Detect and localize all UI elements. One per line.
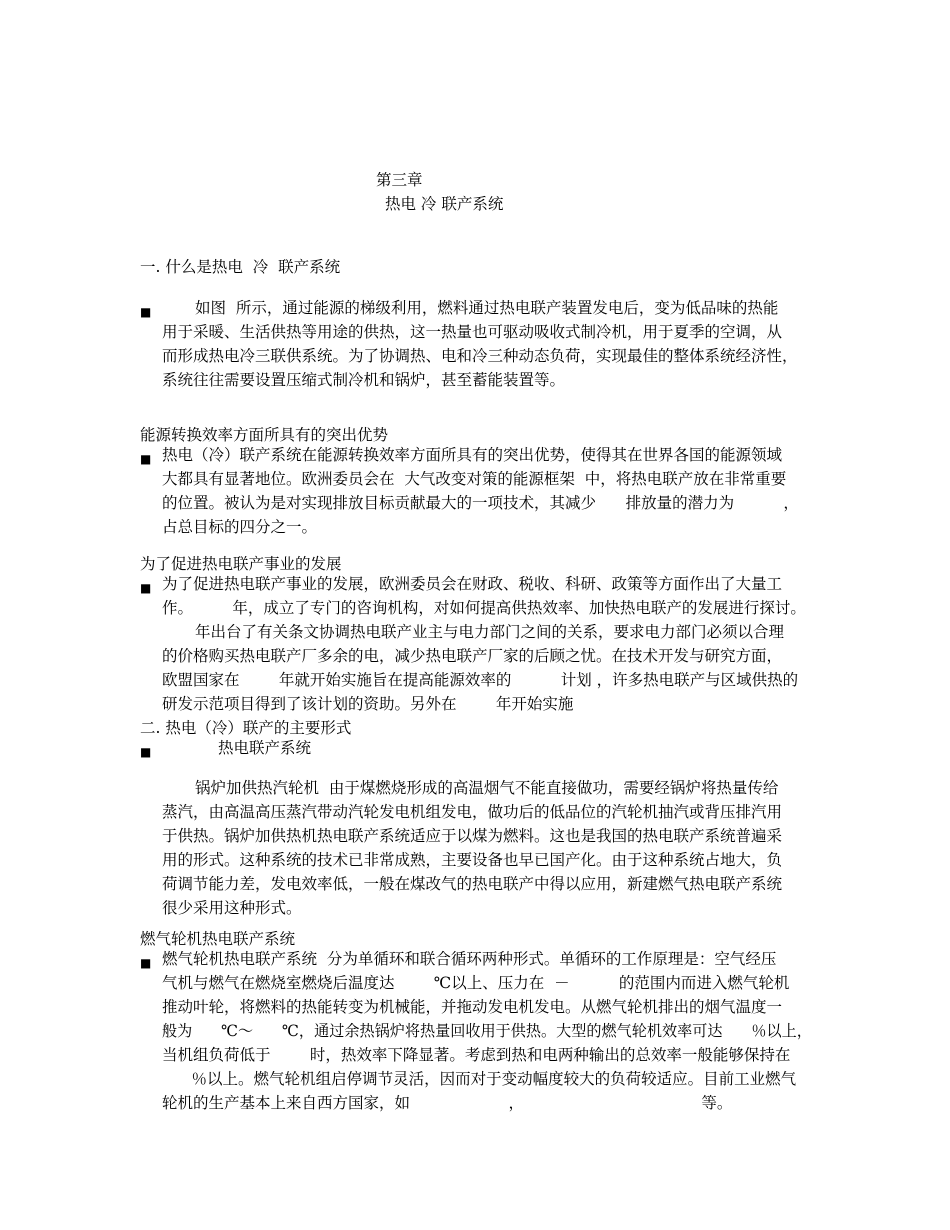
bullet-icon: ■ [140,956,152,970]
promotion-line-1: 为了促进热电联产事业的发展，欧洲委员会在财政、税收、科研、政策等方面作出了大量工 [162,575,783,593]
section1-line-4: 系统往往需要设置压缩式制冷机和锅炉，甚至蓄能装置等。 [162,371,566,389]
gas-turbine-line-3: 推动叶轮，将燃料的热能转变为机械能，并拖动发电机发电。从燃气轮机排出的烟气温度一 [162,998,783,1016]
advantage-line-3: 的位置。被认为是对实现排放目标贡献最大的一项技术，其减少 排放量的潜力为 ， [162,494,799,512]
gas-turbine-line-4: 般为 ℃～ ℃，通过余热锅炉将热量回收用于供热。大型的燃气轮机效率可达 ％以上， [162,1022,812,1040]
gas-turbine-line-1: 燃气轮机热电联产系统 分为单循环和联合循环两种形式。单循环的工作原理是：空气经压 [162,950,777,968]
section2-line-2: 蒸汽，由高温高压蒸汽带动汽轮发电机组发电，做功后的低品位的汽轮机抽汽或背压排汽用 [162,803,783,821]
advantage-line-1: 热电（冷）联产系统在能源转换效率方面所具有的突出优势，使得其在世界各国的能源领域 [162,446,783,464]
section2-heading: 二. 热电（冷）联产的主要形式 [140,719,352,737]
promotion-line-4: 的价格购买热电联产厂多余的电，减少热电联产厂家的后顾之忧。在技术开发与研究方面， [162,647,783,665]
advantage-line-2: 大都具有显著地位。欧洲委员会在 大气改变对策的能源框架 中，将热电联产放在非常重要 [162,470,787,488]
section2-line-1: 锅炉加供热汽轮机 由于煤燃烧形成的高温烟气不能直接做功，需要经锅炉将热量传给 [195,779,779,797]
section1-line-1: 如图 所示，通过能源的梯级利用，燃料通过热电联产装置发电后，变为低品味的热能 [195,299,779,317]
section2-line-3: 于供热。锅炉加供热机热电联产系统适应于以煤为燃料。这也是我国的热电联产系统普遍采 [162,827,783,845]
promotion-heading: 为了促进热电联产事业的发展 [140,555,342,573]
chapter-number: 第三章 [376,171,423,189]
gas-turbine-line-6: ％以上。燃气轮机组启停调节灵活，因而对于变动幅度较大的负荷较适应。目前工业燃气 [162,1070,797,1088]
bullet-icon: ■ [140,305,152,319]
advantage-heading: 能源转换效率方面所具有的突出优势 [140,426,389,444]
promotion-line-5: 欧盟国家在 年就开始实施旨在提高能源效率的 计划 ，许多热电联产与区域供热的 [162,671,799,689]
gas-turbine-line-5: 当机组负荷低于 时，热效率下降显著。考虑到热和电两种输出的总效率一般能够保持在 [162,1046,791,1064]
promotion-line-6: 研发示范项目得到了该计划的资助。另外在 年开始实施 [162,695,574,713]
section1-heading: 一. 什么是热电 冷 联产系统 [140,258,341,276]
bullet-icon: ■ [140,581,152,595]
section2-line-5: 荷调节能力差，发电效率低，一般在煤改气的热电联产中得以应用，新建燃气热电联产系统 [162,875,783,893]
gas-turbine-heading: 燃气轮机热电联产系统 [140,930,296,948]
section2-subheading: 热电联产系统 [218,739,312,757]
section1-line-2: 用于采暖、生活供热等用途的供热，这一热量也可驱动吸收式制冷机，用于夏季的空调，从 [162,323,783,341]
promotion-line-2: 作。 年，成立了专门的咨询机构，对如何提高供热效率、加快热电联产的发展进行探讨。 [162,599,806,617]
bullet-icon: ■ [140,745,152,759]
section2-line-4: 用的形式。这种系统的技术已非常成熟，主要设备也早已国产化。由于这种系统占地大，负 [162,851,783,869]
advantage-line-4: 占总目标的四分之一。 [162,518,318,536]
promotion-line-3: 年出台了有关条文协调热电联产业主与电力部门之间的关系，要求电力部门必须以合理 [195,623,785,641]
section1-line-3: 而形成热电冷三联供系统。为了协调热、电和冷三种动态负荷，实现最佳的整体系统经济性， [162,347,798,365]
bullet-icon: ■ [140,452,152,466]
chapter-title: 热电 冷 联产系统 [385,195,504,213]
gas-turbine-line-7: 轮机的生产基本上来自西方国家，如 ， 等。 [162,1094,733,1112]
gas-turbine-line-2: 气机与燃气在燃烧室燃烧后温度达 ℃以上、压力在 － 的范围内而进入燃气轮机 [162,974,790,992]
section2-line-6: 很少采用这种形式。 [162,899,302,917]
